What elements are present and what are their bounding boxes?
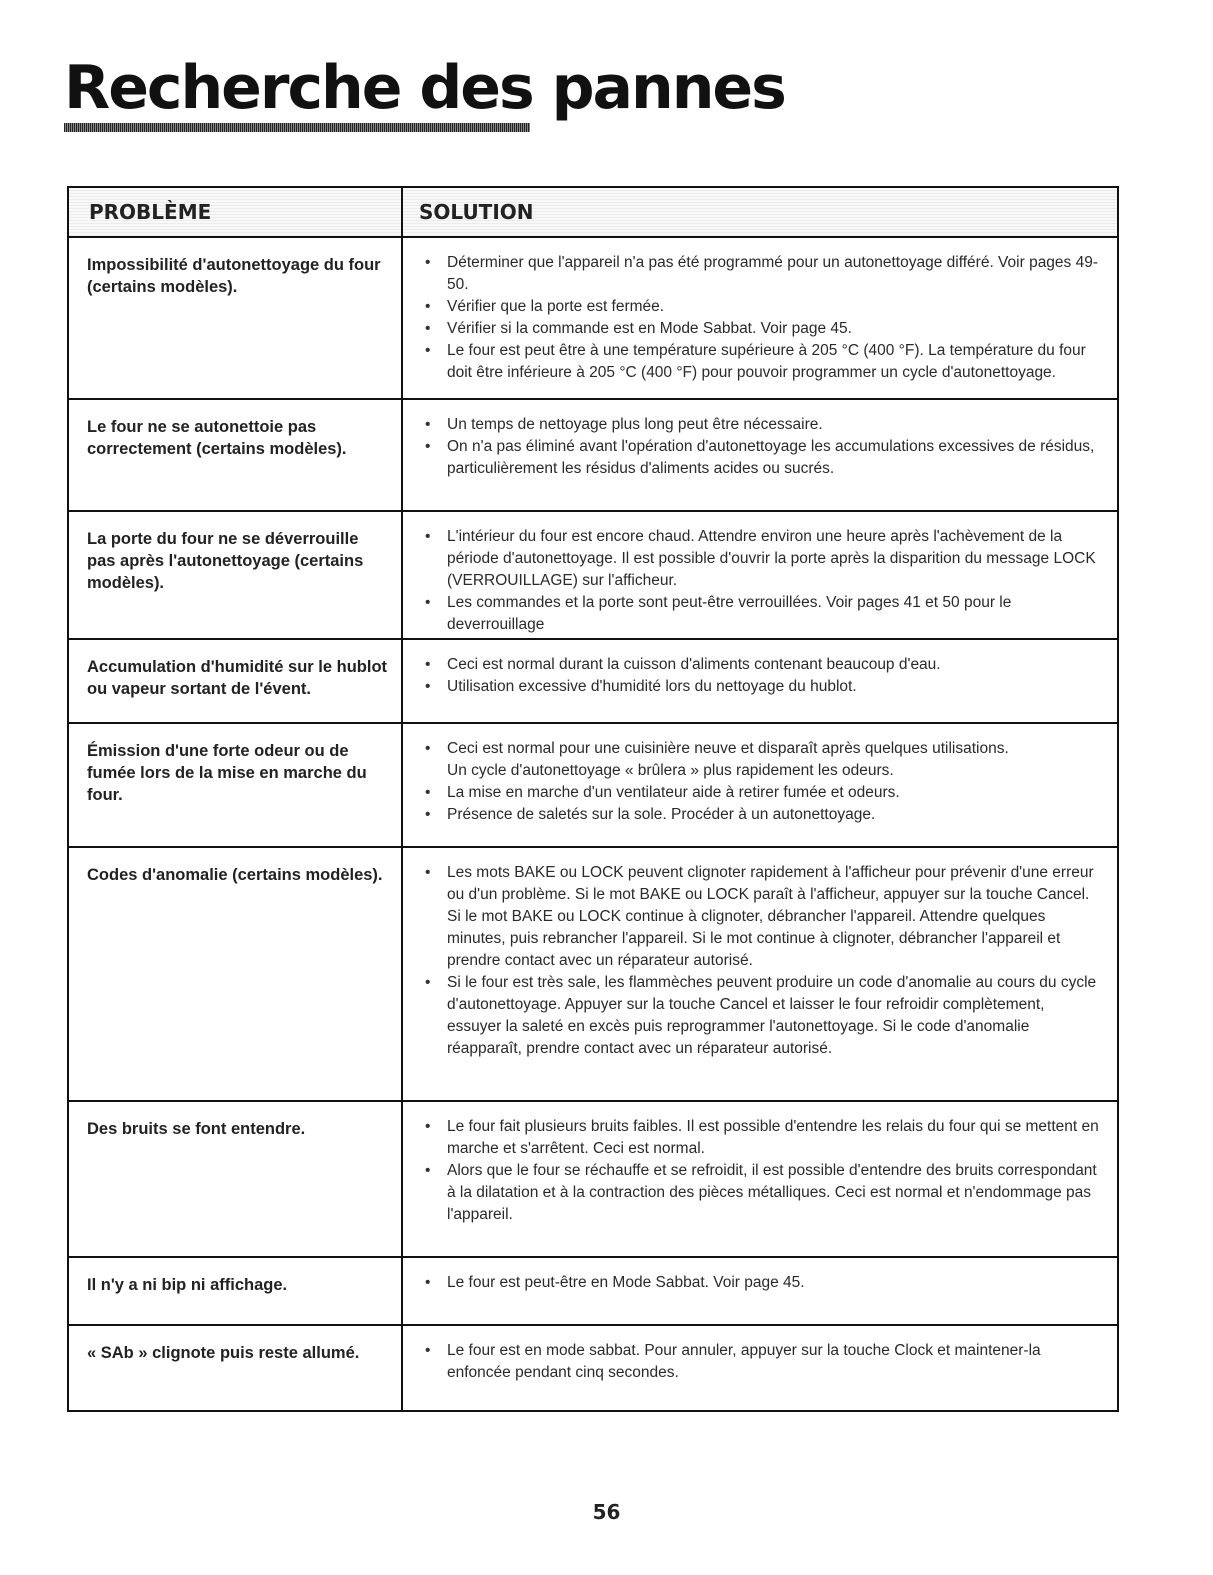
- problem-cell: « SAb » clignote puis reste allumé.: [69, 1326, 403, 1410]
- table-row: [69, 640, 1117, 724]
- problem-cell: Codes d'anomalie (certains modèles).: [69, 848, 403, 1100]
- solution-bullet: • Si le four est très sale, les flammèches peuvent produire un code d'anomalie au cours du cycle d'autonettoyage. Appuyer sur la touche Cancel et laisser le four refroidir complètement, essuyer la saleté en excès puis reprogrammer l'autonettoyage. Si le code d'anomalie réapparaît, prendre contact avec un réparateur autorisé.: [425, 972, 1103, 1060]
- problem-cell: Émission d'une forte odeur ou de fumée lors de la mise en marche du four.: [69, 724, 403, 846]
- problem-cell: Il n'y a ni bip ni affichage.: [69, 1258, 403, 1324]
- title-underline: [64, 123, 530, 132]
- solution-bullet: • Déterminer que l'appareil n'a pas été programmé pour un autonettoyage différé. Voir pages 49-50.: [425, 252, 1103, 296]
- solution-bullet: • On n'a pas éliminé avant l'opération d'autonettoyage les accumulations excessives de résidus, particulièrement les résidus d'aliments acides ou sucrés.: [425, 436, 1103, 480]
- problem-cell: Accumulation d'humidité sur le hublot ou vapeur sortant de l'évent.: [69, 640, 403, 722]
- page-number: 56: [592, 1500, 621, 1524]
- table-header: [69, 188, 1117, 238]
- solution-cell: [403, 640, 1117, 722]
- solution-cell: [403, 724, 1117, 846]
- table-row: [69, 238, 1117, 400]
- problem-column-header: PROBLÈME: [69, 188, 403, 236]
- solution-bullet: • Le four est peut être à une température supérieure à 205 °C (400 °F). La température du four doit être inférieure à 205 °C (400 °F) pour pouvoir programmer un cycle d'autonettoyage.: [425, 340, 1103, 384]
- problem-cell: Le four ne se autonettoie pas correctement (certains modèles).: [69, 400, 403, 510]
- solution-bullet: • Le four est en mode sabbat. Pour annuler, appuyer sur la touche Clock et maintener-la enfoncée pendant cinq secondes.: [425, 1340, 1103, 1384]
- table-row: [69, 1326, 1117, 1410]
- page-title: Recherche des pannes: [64, 53, 785, 123]
- solution-cell: [403, 1102, 1117, 1256]
- solution-column-header: SOLUTION: [419, 200, 534, 224]
- solution-bullet: • Le four fait plusieurs bruits faibles. Il est possible d'entendre les relais du four qui se mettent en marche et s'arrêtent. Ceci est normal.: [425, 1116, 1103, 1160]
- solution-cell: [403, 1258, 1117, 1324]
- solution-bullet: • Un temps de nettoyage plus long peut être nécessaire.: [425, 414, 1103, 436]
- problem-cell: La porte du four ne se déverrouille pas après l'autonettoyage (certains modèles).: [69, 512, 403, 638]
- solution-bullet: • Vérifier si la commande est en Mode Sabbat. Voir page 45.: [425, 318, 1103, 340]
- solution-cell: [403, 848, 1117, 1100]
- table-row: [69, 848, 1117, 1102]
- solution-bullet: • Utilisation excessive d'humidité lors du nettoyage du hublot.: [425, 676, 1103, 698]
- solution-cell: [403, 512, 1117, 638]
- solution-cell: [403, 1326, 1117, 1410]
- solution-bullet: • Vérifier que la porte est fermée.: [425, 296, 1103, 318]
- solution-bullet: • Les commandes et la porte sont peut-être verrouillées. Voir pages 41 et 50 pour le deverrouillage: [425, 592, 1103, 636]
- solution-bullet: • La mise en marche d'un ventilateur aide à retirer fumée et odeurs.: [425, 782, 1103, 804]
- solution-bullet: • Présence de saletés sur la sole. Procéder à un autonettoyage.: [425, 804, 1103, 826]
- solution-bullet: • Le four est peut-être en Mode Sabbat. Voir page 45.: [425, 1272, 1103, 1294]
- solution-bullet: • Ceci est normal pour une cuisinière neuve et disparaît après quelques utilisations.: [425, 738, 1103, 760]
- table-row: [69, 1102, 1117, 1258]
- solution-bullet: • Ceci est normal durant la cuisson d'aliments contenant beaucoup d'eau.: [425, 654, 1103, 676]
- problem-cell: Des bruits se font entendre.: [69, 1102, 403, 1256]
- table-row: [69, 1258, 1117, 1326]
- solution-cell: [403, 400, 1117, 510]
- table-row: [69, 400, 1117, 512]
- problem-cell: Impossibilité d'autonettoyage du four (certains modèles).: [69, 238, 403, 398]
- solution-bullet: • Les mots BAKE ou LOCK peuvent clignoter rapidement à l'afficheur pour prévenir d'une erreur ou d'un problème. Si le mot BAKE ou LOCK paraît à l'afficheur, appuyer sur la touche Cancel. Si le mot BAKE ou LOCK continue à clignoter, débrancher l'appareil. Attendre quelques minutes, puis rebrancher l'appareil. Si le mot continue à clignoter, débrancher l'appareil et prendre contact avec un réparateur autorisé.: [425, 862, 1103, 972]
- solution-continuation: Un cycle d'autonettoyage « brûlera » plus rapidement les odeurs.: [447, 762, 894, 779]
- table-row: [69, 724, 1117, 848]
- solution-bullet: • L'intérieur du four est encore chaud. Attendre environ une heure après l'achèvement de la période d'autonettoyage. Il est possible d'ouvrir la porte après la disparition du message LOCK (VERROUILLAGE) sur l'afficheur.: [425, 526, 1103, 592]
- troubleshooting-table: [67, 186, 1119, 1412]
- solution-cell: [403, 238, 1117, 398]
- solution-bullet: • Alors que le four se réchauffe et se refroidit, il est possible d'entendre des bruits correspondant à la dilatation et à la contraction des pièces métalliques. Ceci est normal et n'endommage pas l'appareil.: [425, 1160, 1103, 1226]
- table-row: [69, 512, 1117, 640]
